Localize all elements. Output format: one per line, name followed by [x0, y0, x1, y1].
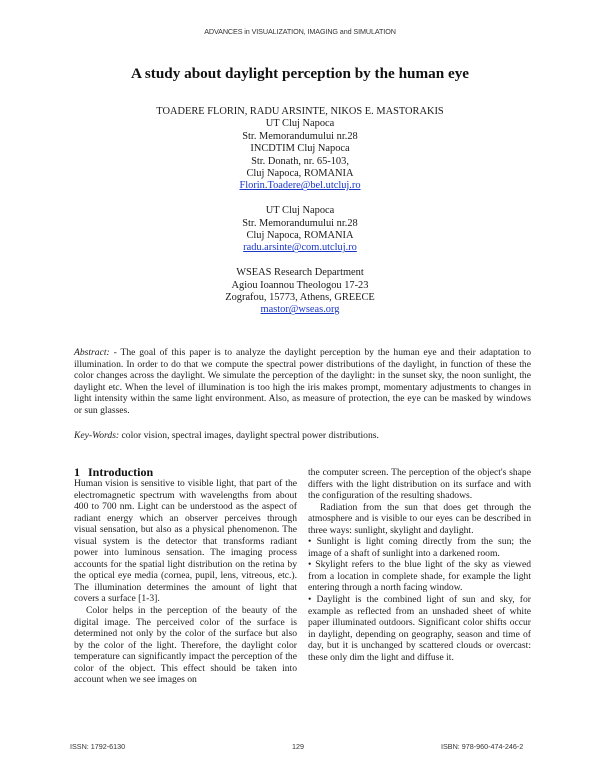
isbn: ISBN: 978-960-474-246-2: [441, 742, 524, 751]
email-link-mastorakis[interactable]: mastor@wseas.org: [260, 304, 340, 316]
bullet-skylight: • Skylight refers to the blue light of the sky as viewed from a location in complete shade, for example the light entering through a north facing window.: [308, 559, 531, 594]
abstract: [74, 347, 531, 417]
affiliation-line: Str. Memorandumului nr.28: [242, 217, 358, 229]
section-number: 1: [74, 465, 80, 479]
bullet-daylight: • Daylight is the combined light of sun and sky, for example as reflected from an unshaded sheet of white paper illuminated outdoors. Significant color shifts occur in daylight, depending on geography, season and time of day, but it is unchanged by scattered clouds or overcast: these only dim the light and diffuse it.: [308, 594, 531, 663]
email-link-arsinte[interactable]: radu.arsinte@com.utcluj.ro: [243, 242, 357, 254]
left-column: [74, 466, 297, 686]
keywords-label: Key-Words:: [74, 430, 120, 441]
affiliation-line: Agiou Ioannou Theologou 17-23: [231, 279, 369, 291]
affiliation-line: WSEAS Research Department: [236, 267, 364, 279]
affiliation-1: [0, 118, 600, 192]
authors-block: [0, 106, 600, 317]
paragraph: Color helps in the perception of the beauty of the digital image. The perceived color of the surface is determined not only by the color of the surface but also by the color of the light. Therefore, the daylight color temperature can significantly impact the perception of the color of the object. This effect should be taken into account when we see images on: [74, 605, 297, 686]
affiliation-2: [0, 205, 600, 255]
page-number: 129: [292, 742, 304, 751]
affiliation-line: Zografou, 15773, Athens, GREECE: [225, 292, 375, 304]
paragraph: Radiation from the sun that does get through the atmosphere and is visible to our eyes can be described in three ways: sunlight, skylight and daylight.: [308, 501, 531, 536]
affiliation-line: UT Cluj Napoca: [265, 118, 335, 130]
bullet-sunlight: • Sunlight is light coming directly from the sun; the image of a shaft of sunlight into a darkened room.: [308, 536, 531, 559]
affiliation-line: Cluj Napoca, ROMANIA: [246, 230, 354, 242]
author-names: TOADERE FLORIN, RADU ARSINTE, NIKOS E. MASTORAKIS: [156, 106, 444, 117]
abstract-label: Abstract:: [74, 347, 110, 358]
section-heading: [74, 466, 297, 478]
paragraph: Human vision is sensitive to visible light, that part of the electromagnetic spectrum with wavelengths from about 400 to 700 nm. Light can be understood as the aspect of radiant energy which an observer perceives through visual sensation, but also as a physical phenomenon. The visual system is the detector that transforms radiant power into luminous sensation. The imaging process accounts for the spatial light distribution on the retina by the optical eye media (cornea, pupil, lens, vitreous, etc.). The illumination determines the amount of light that covers a surface [1-3].: [74, 478, 297, 605]
paragraph: the computer screen. The perception of the object's shape differs with the light distribution on its surface and with the configuration of the resulting shadows.: [308, 467, 531, 502]
affiliation-line: Cluj Napoca, ROMANIA: [246, 168, 354, 180]
issn: ISSN: 1792-6130: [70, 742, 126, 751]
affiliation-line: Str. Donath, nr. 65-103,: [251, 155, 349, 167]
keywords-text: color vision, spectral images, daylight spectral power distributions.: [119, 430, 379, 441]
keywords: [74, 430, 531, 442]
section-title: Introduction: [88, 465, 154, 479]
spacer: [0, 193, 600, 205]
email-link-toadere[interactable]: Florin.Toadere@bel.utcluj.ro: [239, 180, 361, 192]
affiliation-line: Str. Memorandumului nr.28: [242, 130, 358, 142]
affiliation-line: INCDTIM Cluj Napoca: [250, 143, 350, 155]
affiliation-line: UT Cluj Napoca: [265, 205, 335, 217]
paper-title: A study about daylight perception by the human eye: [130, 65, 470, 82]
abstract-text: - The goal of this paper is to analyze the daylight perception by the human eye and their adaptation to illumination. In order to do that we compute the spectral power distributions of the daylight, in function of these the color changes across the daylight. We simulate the perception of the daylight: in the sunset sky, the noon sunlight, the daylight etc. When the level of illumination is too high the iris makes prompt, momentary adjustments to changes in light intensity within the same light environment. Also, as measure of protection, the eye can be masked by windows or sun glasses.: [74, 347, 531, 416]
spacer: [0, 255, 600, 267]
affiliation-3: [0, 267, 600, 317]
running-header: ADVANCES in VISUALIZATION, IMAGING and SIMULATION: [204, 27, 396, 36]
right-column: [308, 467, 531, 663]
